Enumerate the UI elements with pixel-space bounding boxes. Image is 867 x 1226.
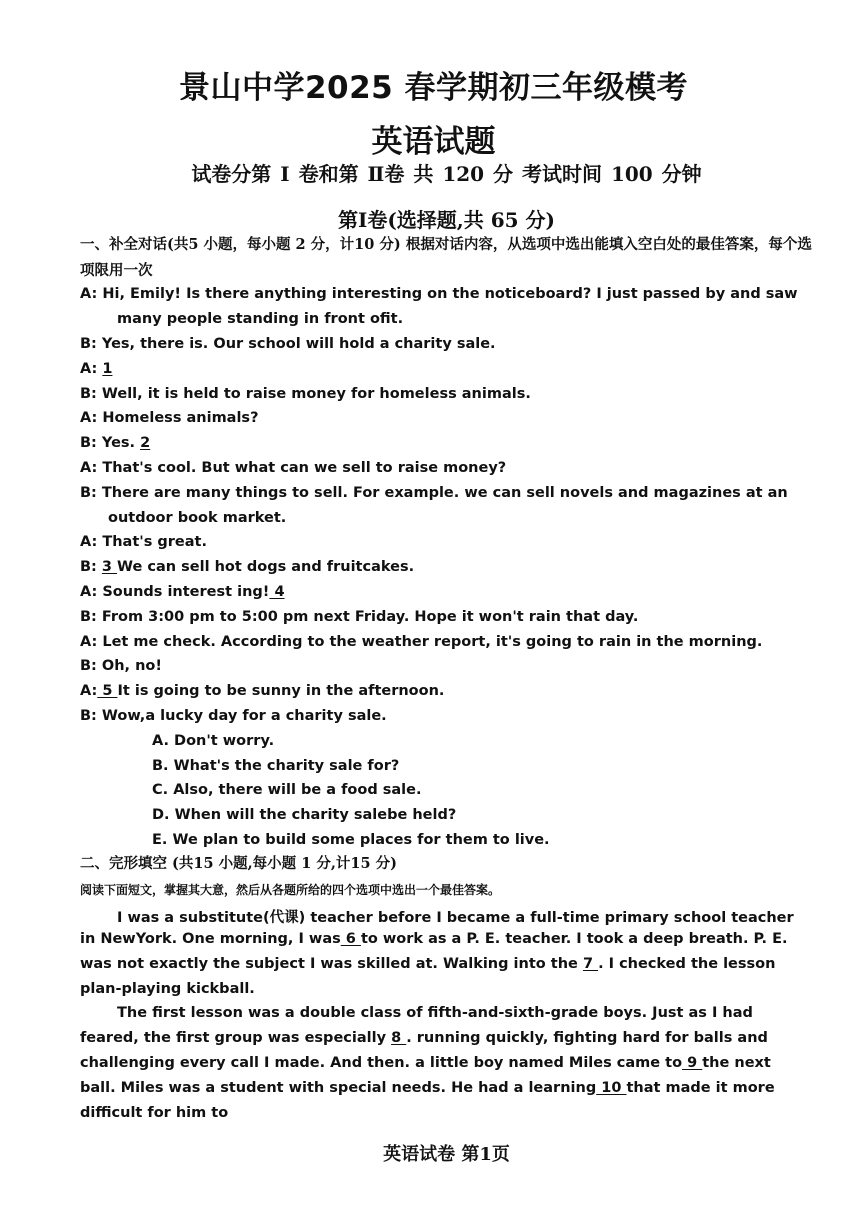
- passage-line: plan-playing kickball.: [80, 981, 255, 997]
- blank-1: 1: [102, 361, 113, 377]
- dialogue-line: A: That's great.: [80, 534, 207, 550]
- dialogue-line: A: That's cool. But what can we sell to raise money?: [80, 460, 507, 476]
- passage-line: challenging every call I made. And then. a little boy named Miles came to 9 the next: [80, 1055, 771, 1071]
- blank-2: 2: [140, 435, 151, 451]
- blank-8: 8: [391, 1030, 407, 1046]
- part-one-heading: 第Ⅰ卷(选择题,共 65 分): [337, 208, 555, 232]
- dialogue-line: B: Wow,a lucky day for a charity sale.: [80, 708, 387, 724]
- passage-line: The first lesson was a double class of fifth-and-sixth-grade boys. Just as I had: [117, 1005, 753, 1021]
- option-e: E. We plan to build some places for them to live.: [152, 832, 550, 848]
- passage-line: in NewYork. One morning, I was 6 to work as a P. E. teacher. I took a deep breath. P. E.: [80, 931, 788, 947]
- dialogue-line: B: Yes, there is. Our school will hold a charity sale.: [80, 336, 496, 352]
- passage-line: ball. Miles was a student with special needs. He had a learning 10 that made it more: [80, 1080, 775, 1096]
- blank-4: 4: [269, 584, 285, 600]
- exam-subject: 英语试题: [371, 124, 496, 160]
- section2-instructions: 二、完形填空 (共15 小题,每小题 1 分,计15 分): [80, 855, 398, 872]
- exam-title: 景山中学2025 春学期初三年级模考: [178, 70, 689, 106]
- dialogue-line: B: Yes. 2: [80, 435, 151, 451]
- blank-9: 9: [682, 1055, 703, 1071]
- passage-line: was not exactly the subject I was skilled at. Walking into the 7 . I checked the lesson: [80, 956, 776, 972]
- blank-5: 5: [97, 683, 118, 699]
- page-footer: 英语试卷 第1页: [383, 1144, 510, 1165]
- dialogue-line: A: 1: [80, 361, 113, 377]
- dialogue-line: outdoor book market.: [108, 510, 287, 526]
- dialogue-line: A: Let me check. According to the weather report, it's going to rain in the morning.: [80, 634, 763, 650]
- passage-line: I was a substitute(代课) teacher before I became a full-time primary school teacher: [117, 910, 794, 926]
- dialogue-line: A: 5 It is going to be sunny in the afternoon.: [80, 683, 445, 699]
- blank-6: 6: [340, 931, 361, 947]
- passage-line: difficult for him to: [80, 1105, 229, 1121]
- dialogue-line: B: Well, it is held to raise money for homeless animals.: [80, 386, 531, 402]
- dialogue-line: B: From 3:00 pm to 5:00 pm next Friday. Hope it won't rain that day.: [80, 609, 639, 625]
- blank-7: 7: [582, 956, 599, 972]
- dialogue-line: A: Hi, Emily! Is there anything interesting on the noticeboard? I just passed by and saw: [80, 286, 798, 302]
- dialogue-line: A: Sounds interest ing! 4: [80, 584, 285, 600]
- blank-3: 3: [101, 559, 118, 575]
- exam-info: 试卷分第 Ⅰ 卷和第 Ⅱ卷 共 120 分 考试时间 100 分钟: [191, 162, 702, 186]
- dialogue-line: B: 3 We can sell hot dogs and fruitcakes.: [80, 559, 415, 575]
- dialogue-line: B: There are many things to sell. For example. we can sell novels and magazines at an: [80, 485, 788, 501]
- dialogue-line: many people standing in front ofit.: [117, 311, 404, 327]
- blank-10: 10: [596, 1080, 627, 1096]
- dialogue-line: B: Oh, no!: [80, 658, 163, 674]
- option-c: C. Also, there will be a food sale.: [152, 782, 422, 798]
- dialogue-line: A: Homeless animals?: [80, 410, 259, 426]
- passage-line: feared, the first group was especially 8 . running quickly, fighting hard for balls and: [80, 1030, 768, 1046]
- section2-note: 阅读下面短文，掌握其大意，然后从各题所给的四个选项中选出一个最佳答案。: [80, 883, 501, 897]
- option-d: D. When will the charity salebe held?: [152, 807, 457, 823]
- section1-instructions: 一、补全对话(共5 小题，每小题 2 分，计10 分) 根据对话内容，从选项中选出能填入空白处的最佳答案，每个选项限用一次: [80, 236, 812, 279]
- option-a: A. Don't worry.: [152, 733, 275, 749]
- option-b: B. What's the charity sale for?: [152, 758, 400, 774]
